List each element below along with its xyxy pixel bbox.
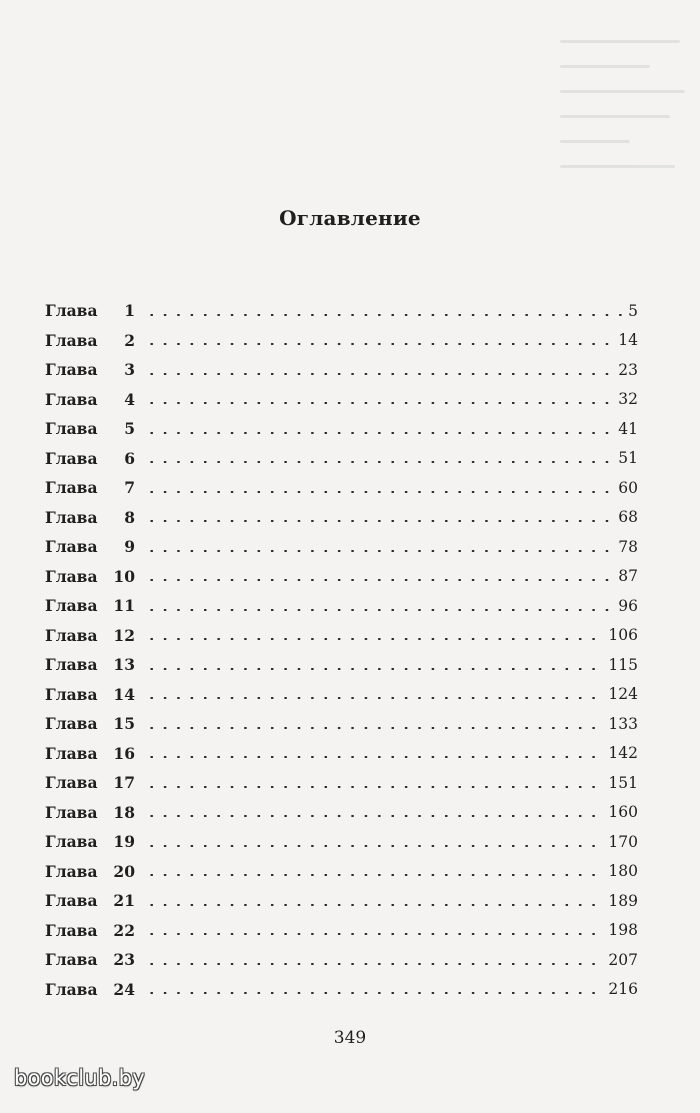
toc-row bbox=[45, 798, 638, 828]
chapter-label: Глава bbox=[45, 684, 98, 704]
chapter-label: Глава bbox=[45, 714, 98, 734]
chapter-number: 9 bbox=[124, 537, 135, 557]
chapter-label: Глава bbox=[45, 979, 98, 999]
chapter-label: Глава bbox=[45, 566, 98, 586]
chapter-label: Глава bbox=[45, 389, 98, 409]
table-of-contents bbox=[45, 296, 638, 1004]
toc-row bbox=[45, 385, 638, 415]
chapter-number: 4 bbox=[124, 389, 135, 409]
toc-row bbox=[45, 532, 638, 562]
chapter-label: Глава bbox=[45, 891, 98, 911]
page-reference: 51 bbox=[618, 449, 638, 468]
chapter-number: 5 bbox=[124, 419, 135, 439]
page-number: 349 bbox=[333, 1028, 367, 1048]
chapter-label: Глава bbox=[45, 360, 98, 380]
chapter-label: Глава bbox=[45, 625, 98, 645]
chapter-label: Глава bbox=[45, 802, 98, 822]
chapter-number: 20 bbox=[113, 861, 135, 881]
toc-entry-link[interactable] bbox=[45, 562, 638, 592]
toc-entry-link[interactable] bbox=[45, 827, 638, 857]
toc-entry-link[interactable] bbox=[45, 886, 638, 916]
dot-leader bbox=[145, 815, 602, 817]
chapter-number: 21 bbox=[113, 891, 135, 911]
page-reference: 23 bbox=[618, 360, 638, 379]
toc-entry-link[interactable] bbox=[45, 650, 638, 680]
chapter-label: Глава bbox=[45, 301, 98, 321]
page-reference: 60 bbox=[618, 478, 638, 497]
toc-entry-link[interactable] bbox=[45, 414, 638, 444]
chapter-label: Глава bbox=[45, 773, 98, 793]
toc-entry-link[interactable] bbox=[45, 296, 638, 326]
chapter-number: 18 bbox=[113, 802, 135, 822]
page-reference: 133 bbox=[608, 714, 638, 733]
chapter-label: Глава bbox=[45, 743, 98, 763]
chapter-label: Глава bbox=[45, 950, 98, 970]
toc-entry-link[interactable] bbox=[45, 945, 638, 975]
chapter-number: 11 bbox=[113, 596, 135, 616]
toc-row bbox=[45, 473, 638, 503]
chapter-number: 16 bbox=[113, 743, 135, 763]
chapter-label: Глава bbox=[45, 507, 98, 527]
page-reference: 14 bbox=[618, 331, 638, 350]
dot-leader bbox=[145, 432, 612, 434]
toc-row bbox=[45, 296, 638, 326]
toc-entry-link[interactable] bbox=[45, 768, 638, 798]
page-reference: 170 bbox=[608, 832, 638, 851]
toc-entry-link[interactable] bbox=[45, 916, 638, 946]
dot-leader bbox=[145, 491, 612, 493]
chapter-number: 10 bbox=[113, 566, 135, 586]
dot-leader bbox=[145, 314, 622, 316]
page-reference: 124 bbox=[608, 685, 638, 704]
chapter-number: 13 bbox=[113, 655, 135, 675]
page-reference: 180 bbox=[608, 862, 638, 881]
chapter-label: Глава bbox=[45, 478, 98, 498]
toc-entry-link[interactable] bbox=[45, 591, 638, 621]
toc-row bbox=[45, 326, 638, 356]
chapter-number: 8 bbox=[124, 507, 135, 527]
watermark: bookclub.by bbox=[14, 1066, 145, 1090]
chapter-label: Глава bbox=[45, 419, 98, 439]
toc-row bbox=[45, 916, 638, 946]
page-reference: 160 bbox=[608, 803, 638, 822]
page-reference: 32 bbox=[618, 390, 638, 409]
dot-leader bbox=[145, 786, 602, 788]
dot-leader bbox=[145, 756, 602, 758]
toc-entry-link[interactable] bbox=[45, 444, 638, 474]
toc-entry-link[interactable] bbox=[45, 326, 638, 356]
toc-row bbox=[45, 975, 638, 1005]
dot-leader bbox=[145, 963, 602, 965]
dot-leader bbox=[145, 874, 602, 876]
dot-leader bbox=[145, 550, 612, 552]
toc-entry-link[interactable] bbox=[45, 503, 638, 533]
chapter-number: 2 bbox=[124, 330, 135, 350]
toc-row bbox=[45, 503, 638, 533]
toc-entry-link[interactable] bbox=[45, 709, 638, 739]
dot-leader bbox=[145, 727, 602, 729]
page-reference: 189 bbox=[608, 891, 638, 910]
toc-row bbox=[45, 591, 638, 621]
dot-leader bbox=[145, 520, 612, 522]
chapter-number: 12 bbox=[113, 625, 135, 645]
dot-leader bbox=[145, 638, 602, 640]
chapter-number: 14 bbox=[113, 684, 135, 704]
dot-leader bbox=[145, 845, 602, 847]
toc-entry-link[interactable] bbox=[45, 857, 638, 887]
chapter-label: Глава bbox=[45, 330, 98, 350]
dot-leader bbox=[145, 992, 602, 994]
toc-row bbox=[45, 650, 638, 680]
chapter-number: 1 bbox=[124, 301, 135, 321]
chapter-number: 22 bbox=[113, 920, 135, 940]
chapter-number: 3 bbox=[124, 360, 135, 380]
page-reference: 115 bbox=[608, 655, 638, 674]
page-reference: 87 bbox=[618, 567, 638, 586]
dot-leader bbox=[145, 373, 612, 375]
toc-entry-link[interactable] bbox=[45, 739, 638, 769]
dot-leader bbox=[145, 609, 612, 611]
dot-leader bbox=[145, 461, 612, 463]
chapter-number: 24 bbox=[113, 979, 135, 999]
dot-leader bbox=[145, 668, 602, 670]
page-reference: 41 bbox=[618, 419, 638, 438]
toc-entry-link[interactable] bbox=[45, 355, 638, 385]
toc-row bbox=[45, 709, 638, 739]
page-reference: 151 bbox=[608, 773, 638, 792]
toc-entry-link[interactable] bbox=[45, 473, 638, 503]
chapter-number: 23 bbox=[113, 950, 135, 970]
page-reference: 216 bbox=[608, 980, 638, 999]
toc-row bbox=[45, 945, 638, 975]
chapter-label: Глава bbox=[45, 448, 98, 468]
chapter-number: 7 bbox=[124, 478, 135, 498]
toc-row bbox=[45, 680, 638, 710]
chapter-label: Глава bbox=[45, 920, 98, 940]
dot-leader bbox=[145, 579, 612, 581]
toc-entry-link[interactable] bbox=[45, 798, 638, 828]
toc-row bbox=[45, 857, 638, 887]
chapter-number: 6 bbox=[124, 448, 135, 468]
toc-row bbox=[45, 827, 638, 857]
page-reference: 5 bbox=[628, 301, 638, 320]
dot-leader bbox=[145, 933, 602, 935]
chapter-label: Глава bbox=[45, 655, 98, 675]
dot-leader bbox=[145, 343, 612, 345]
toc-entry-link[interactable] bbox=[45, 532, 638, 562]
toc-row bbox=[45, 444, 638, 474]
chapter-label: Глава bbox=[45, 537, 98, 557]
toc-entry-link[interactable] bbox=[45, 975, 638, 1005]
dot-leader bbox=[145, 904, 602, 906]
chapter-number: 15 bbox=[113, 714, 135, 734]
dot-leader bbox=[145, 697, 602, 699]
toc-entry-link[interactable] bbox=[45, 385, 638, 415]
page-reference: 142 bbox=[608, 744, 638, 763]
toc-row bbox=[45, 621, 638, 651]
toc-row bbox=[45, 355, 638, 385]
page-reference: 198 bbox=[608, 921, 638, 940]
page-title: Оглавление bbox=[279, 206, 421, 230]
dot-leader bbox=[145, 402, 612, 404]
chapter-label: Глава bbox=[45, 861, 98, 881]
chapter-label: Глава bbox=[45, 832, 98, 852]
toc-row bbox=[45, 562, 638, 592]
page-reference: 78 bbox=[618, 537, 638, 556]
chapter-number: 19 bbox=[113, 832, 135, 852]
page-reference: 106 bbox=[608, 626, 638, 645]
toc-row bbox=[45, 414, 638, 444]
toc-row bbox=[45, 739, 638, 769]
page-reference: 68 bbox=[618, 508, 638, 527]
toc-entry-link[interactable] bbox=[45, 621, 638, 651]
toc-entry-link[interactable] bbox=[45, 680, 638, 710]
page-reference: 96 bbox=[618, 596, 638, 615]
chapter-number: 17 bbox=[113, 773, 135, 793]
page-reference: 207 bbox=[608, 950, 638, 969]
toc-row bbox=[45, 886, 638, 916]
toc-row bbox=[45, 768, 638, 798]
chapter-label: Глава bbox=[45, 596, 98, 616]
